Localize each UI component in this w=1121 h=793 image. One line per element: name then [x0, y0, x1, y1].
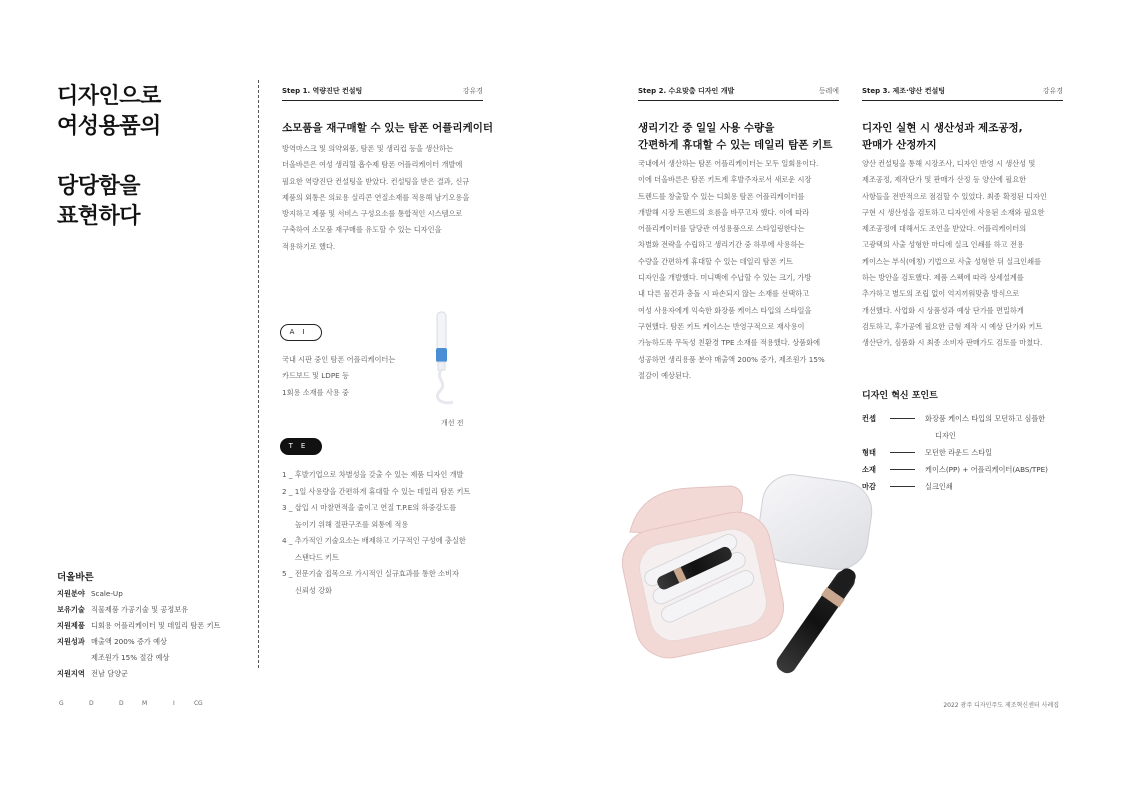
point-underline: [890, 410, 915, 419]
body-line: 트렌드를 창출할 수 있는 디회용 탐폰 어플리케이터를: [638, 191, 805, 201]
company-info: [57, 586, 247, 682]
list-text: 삽입 시 마찰면적을 줄이고 연질 T.P.E의 하중강도를: [294, 503, 457, 512]
body-line: 사항들을 전반적으로 점검할 수 있었다. 최종 확정된 디자인: [862, 191, 1047, 201]
point-value: 실크인쇄: [925, 482, 953, 491]
point-row-cont: [862, 427, 1085, 444]
list-item: 2 _ 1일 사용량을 간편하게 휴대할 수 있는 데일리 탐폰 키트: [282, 486, 471, 496]
points-list: [862, 410, 1085, 495]
body-line: 필요한 역량진단 컨설팅을 받았다. 컨설팅을 받은 결과, 신규: [282, 176, 470, 186]
list-num: 2: [282, 486, 287, 496]
step3-body: [862, 156, 1072, 352]
headline-line: 당당함을: [57, 174, 141, 199]
step2-header: [638, 86, 839, 101]
body-line: 하는 방안을 검토했다. 제품 스펙에 따라 상세설계를: [862, 273, 1024, 283]
body-line: 추가하고 별도의 조립 없이 억지끼워맞춤 방식으로: [862, 289, 1020, 299]
list-text: 전문기술 접목으로 가시적인 실규효과를 통한 소비자: [294, 569, 459, 578]
headline-line: 디자인으로: [57, 84, 161, 109]
info-value: 디회용 어플리케이터 및 데일리 탐폰 키트: [91, 621, 221, 630]
point-row: [862, 410, 1085, 427]
point-row: [862, 444, 1085, 461]
body-line: 더올바른은 여성 생리혈 흡수제 탐폰 어플리케이터 개발에: [282, 160, 463, 170]
footer-letter: D: [89, 700, 94, 707]
step2-body: [638, 156, 848, 384]
step3-author: 강유경: [1042, 87, 1063, 95]
info-row: [57, 602, 247, 618]
info-value: 제조원가 15% 절감 예상: [91, 653, 170, 662]
body-line: 개발해 시장 트렌드의 흐름을 바꾸고자 했다. 이에 따라: [638, 207, 810, 217]
info-label: 지원분야: [57, 589, 85, 598]
point-key: 형태: [862, 448, 876, 457]
list-text: 후발기업으로 차별성을 갖출 수 있는 제품 디자인 개발: [294, 470, 464, 479]
points-title: 디자인 혁신 포인트: [862, 391, 938, 401]
tampon-image: [425, 310, 470, 410]
step1-title: Step 1. 역량진단 컨설팅: [282, 87, 363, 95]
list-item: 3 _ 삽입 시 마찰면적을 줄이고 연질 T.P.E의 하중강도를: [282, 503, 457, 512]
point-row: [862, 461, 1085, 478]
step1-list: [282, 467, 492, 599]
body-line: 수량을 간편하게 휴대할 수 있는 데일리 탐폰 키트: [638, 256, 793, 266]
body-line: 생산단가, 심품화 시 최종 소비자 판매가도 검토를 마쳤다.: [862, 338, 1043, 348]
list-num: 4: [282, 536, 287, 545]
step1-author: 강유경: [462, 87, 483, 95]
footer-letters: [59, 700, 209, 710]
list-text-cont: 신뢰성 강화: [295, 585, 333, 595]
body-line: 적용하기로 했다.: [282, 241, 336, 251]
point-value: 화장품 케이스 타입의 모던하고 심플한: [925, 414, 1046, 423]
list-item: 5 _ 전문기술 접목으로 가시적인 실규효과를 통한 소비자: [282, 569, 459, 578]
footer-publication: 2022 광주 디자인주도 제조혁신센터 사례집: [943, 702, 1059, 709]
body-line: 고광택의 사출 성형한 마디에 실크 인쇄를 하고 전용: [862, 240, 1024, 250]
step1-subtitle: 소모품을 재구매할 수 있는 탐폰 어플리케이터: [282, 122, 493, 134]
ai-line: 1회용 소재를 사용 중: [282, 387, 349, 397]
info-label: [57, 650, 91, 666]
list-item: 4 _ 추가적인 기술요소는 배제하고 기구적인 구성에 충실한: [282, 536, 466, 545]
step3-header: [862, 86, 1063, 101]
step1-body: [282, 141, 492, 255]
list-num: 1: [282, 470, 287, 479]
step2-title: Step 2. 수요맞춤 디자인 개발: [638, 87, 735, 95]
footer-letter: G: [198, 700, 203, 707]
list-text-cont: 높이기 위해 절판구조를 외통에 적용: [295, 519, 409, 529]
point-underline: [890, 461, 915, 470]
ai-pill: AI: [280, 324, 322, 341]
body-line: 검토하고, 후가공에 필요한 금형 제작 시 예상 단가와 키트: [862, 321, 1043, 331]
body-line: 방역마스크 및 의약외품, 탐폰 및 생리컵 등을 생산하는: [282, 144, 454, 153]
list-text: 1일 사용량을 간편하게 휴대할 수 있는 데일리 탐폰 키트: [294, 486, 471, 496]
subtitle-line: 디자인 실현 시 생산성과 제조공정,: [862, 122, 1023, 134]
body-line: 제품의 외통은 의료용 실리콘 연질소재를 적용해 남기오용을: [282, 192, 470, 202]
body-line: 구현했다. 탐폰 키트 케이스는 반영구적으로 재사용이: [638, 321, 805, 331]
point-value: 모던한 라운드 스타일: [925, 448, 993, 457]
body-line: 양산 컨설팅을 통해 시장조사, 디자인 반영 시 생산성 및: [862, 159, 1036, 168]
step3-title: Step 3. 제조·양산 컨설팅: [862, 87, 945, 95]
body-line: 이에 더올바른은 탐폰 키트계 후발주자로서 새로운 시장: [638, 175, 812, 185]
dashed-divider: [258, 80, 259, 668]
body-line: 구현 시 생산성을 검토하고 디자인에 사용된 소재와 필요한: [862, 207, 1045, 217]
point-underline: [890, 444, 915, 453]
footer-letter: D: [119, 700, 124, 707]
step3-subtitle: [862, 120, 1023, 154]
list-num: 3: [282, 503, 287, 512]
ai-line: 국내 시판 중인 탐폰 어플리케이터는: [282, 355, 396, 364]
body-line: 여성 사용자에게 익숙한 화장품 케이스 타입의 스타일을: [638, 305, 812, 315]
step2-author: 등레예: [818, 87, 839, 95]
body-line: 디자인을 개발했다. 미니백에 수납할 수 있는 크기, 가방: [638, 273, 812, 283]
body-line: 방지하고 제품 및 서비스 구성요소를 통합적인 시스템으로: [282, 209, 463, 219]
subtitle-line: 생리기간 중 일일 사용 수량을: [638, 122, 775, 134]
subtitle-line: 간편하게 휴대할 수 있는 데일리 탐폰 키트: [638, 139, 833, 151]
info-value: Scale-Up: [91, 589, 123, 598]
info-label: 지원제품: [57, 621, 85, 630]
body-line: 어플리케이터를 담당관 여성용품으로 스타일링한다는: [638, 224, 805, 234]
info-label: 지원지역: [57, 669, 85, 678]
info-row: [57, 634, 247, 650]
info-value: 매출액 200% 증가 예상: [91, 637, 168, 646]
info-row: [57, 586, 247, 602]
body-line: 케이스는 부식(에칭) 기법으로 사출 성형한 뒤 실크인쇄를: [862, 256, 1042, 266]
ai-text: [282, 352, 422, 401]
company-name: 더올바른: [57, 572, 94, 583]
info-row: [57, 650, 247, 666]
headline-line: 여성용품의: [57, 114, 161, 139]
info-row: [57, 618, 247, 634]
point-value: 케이스(PP) + 어플리케이터(ABS/TPE): [925, 465, 1048, 474]
step2-subtitle: [638, 120, 832, 154]
headline-line: 표현하다: [57, 204, 141, 229]
point-key: 컨셉: [862, 414, 876, 423]
subtitle-line: 판매가 산정까지: [862, 139, 937, 151]
list-item: 1 _ 후발기업으로 차별성을 갖출 수 있는 제품 디자인 개발: [282, 470, 464, 479]
info-label: 지원성과: [57, 637, 85, 646]
tampon-kit-product-image: [620, 470, 880, 700]
info-value: 직물제품 가공기술 및 공정보유: [91, 605, 189, 614]
list-num: 5: [282, 569, 287, 578]
step1-header: [282, 86, 483, 101]
footer-letter: M: [142, 700, 148, 707]
info-label: 보유기술: [57, 605, 85, 614]
body-line: 국내에서 생산하는 탐폰 어플리케이터는 모두 일회용이다.: [638, 159, 819, 168]
page-headline: [57, 82, 161, 232]
point-value-cont: 디자인: [935, 431, 956, 440]
point-key: 소재: [862, 465, 876, 474]
info-row: [57, 666, 247, 682]
te-pill: TE: [280, 438, 322, 455]
body-line: 가능하도록 무독성 친환경 TPE 소재를 적용했다. 상품화에: [638, 338, 821, 348]
body-line: 절감이 예상된다.: [638, 370, 692, 380]
body-line: 성공하면 생리용품 분야 매출액 200% 증가, 제조원가 15%: [638, 354, 825, 364]
footer-letter: I: [173, 700, 175, 707]
ai-line: 카드보드 및 LDPE 등: [282, 371, 349, 381]
point-row: [862, 478, 1085, 495]
body-line: 내 다른 물건과 충돌 시 파손되지 않는 소재를 선택하고: [638, 289, 810, 299]
headline-gap: [57, 142, 161, 172]
info-value: 전남 담양군: [91, 669, 129, 678]
point-key: 마감: [862, 482, 876, 491]
image-caption: 개선 전: [441, 419, 464, 427]
body-line: 개선했다. 사업화 시 상품성과 예상 단가를 면밀하게: [862, 305, 1024, 315]
body-line: 제조공정에 대해서도 조언을 받았다. 어플리케이터의: [862, 224, 1027, 234]
list-text-cont: 스탠다드 키트: [295, 552, 339, 562]
body-line: 구축하여 소모품 재구매를 유도할 수 있는 디자인을: [282, 225, 442, 235]
body-line: 차별화 전략을 수립하고 생리기간 중 하루에 사용하는: [638, 240, 805, 250]
point-underline: [890, 478, 915, 487]
footer-letter: C: [194, 700, 199, 707]
body-line: 제조공정, 제작단가 및 판매가 산정 등 양산에 필요한: [862, 175, 1027, 185]
list-text: 추가적인 기술요소는 배제하고 기구적인 구성에 충실한: [294, 536, 466, 545]
footer-letter: G: [59, 700, 64, 707]
